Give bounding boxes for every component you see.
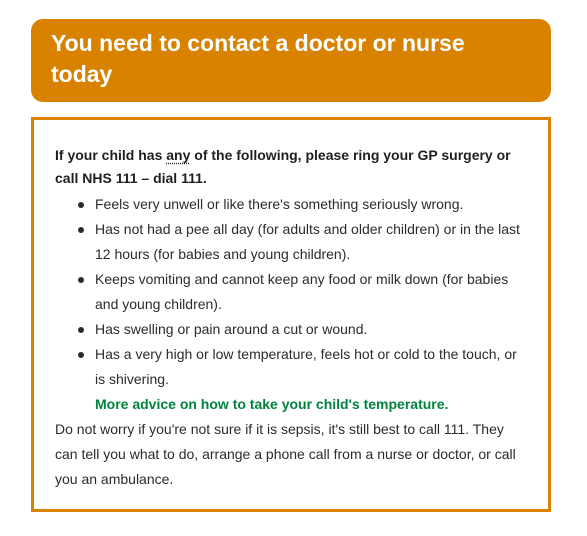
symptom-text: Keeps vomiting and cannot keep any food or milk down (for babies and young children). xyxy=(95,271,509,312)
symptom-list xyxy=(55,192,528,392)
symptoms-panel xyxy=(31,117,551,512)
intro-text xyxy=(55,144,528,190)
bullet-icon xyxy=(78,352,84,358)
list-item xyxy=(55,217,528,267)
symptom-text: Has swelling or pain around a cut or wound. xyxy=(95,321,368,337)
bullet-icon xyxy=(78,227,84,233)
list-item xyxy=(55,342,528,392)
symptom-text: Feels very unwell or like there's something seriously wrong. xyxy=(95,196,464,212)
list-item xyxy=(55,192,528,217)
symptom-text: Has a very high or low temperature, feels hot or cold to the touch, or is shivering. xyxy=(95,346,517,387)
bullet-icon xyxy=(78,327,84,333)
banner-title: You need to contact a doctor or nurse today xyxy=(51,30,465,87)
bullet-icon xyxy=(78,202,84,208)
symptom-text: Has not had a pee all day (for adults and older children) or in the last 12 hours (for babies and young children). xyxy=(95,221,520,262)
intro-any-emphasis: any xyxy=(166,147,191,163)
intro-before: If your child has xyxy=(55,147,167,163)
list-item xyxy=(55,317,528,342)
intro-after: of the following, please ring your GP surgery or call NHS 111 – dial 111. xyxy=(55,147,511,186)
list-item xyxy=(55,267,528,317)
temperature-advice-link[interactable]: More advice on how to take your child's temperature. xyxy=(95,396,449,412)
reassurance-text: Do not worry if you're not sure if it is sepsis, it's still best to call 111. They can tell you what to do, arrange a phone call from a nurse or doctor, or call you an ambulance. xyxy=(55,421,516,487)
urgency-banner xyxy=(31,19,551,102)
bullet-icon xyxy=(78,277,84,283)
